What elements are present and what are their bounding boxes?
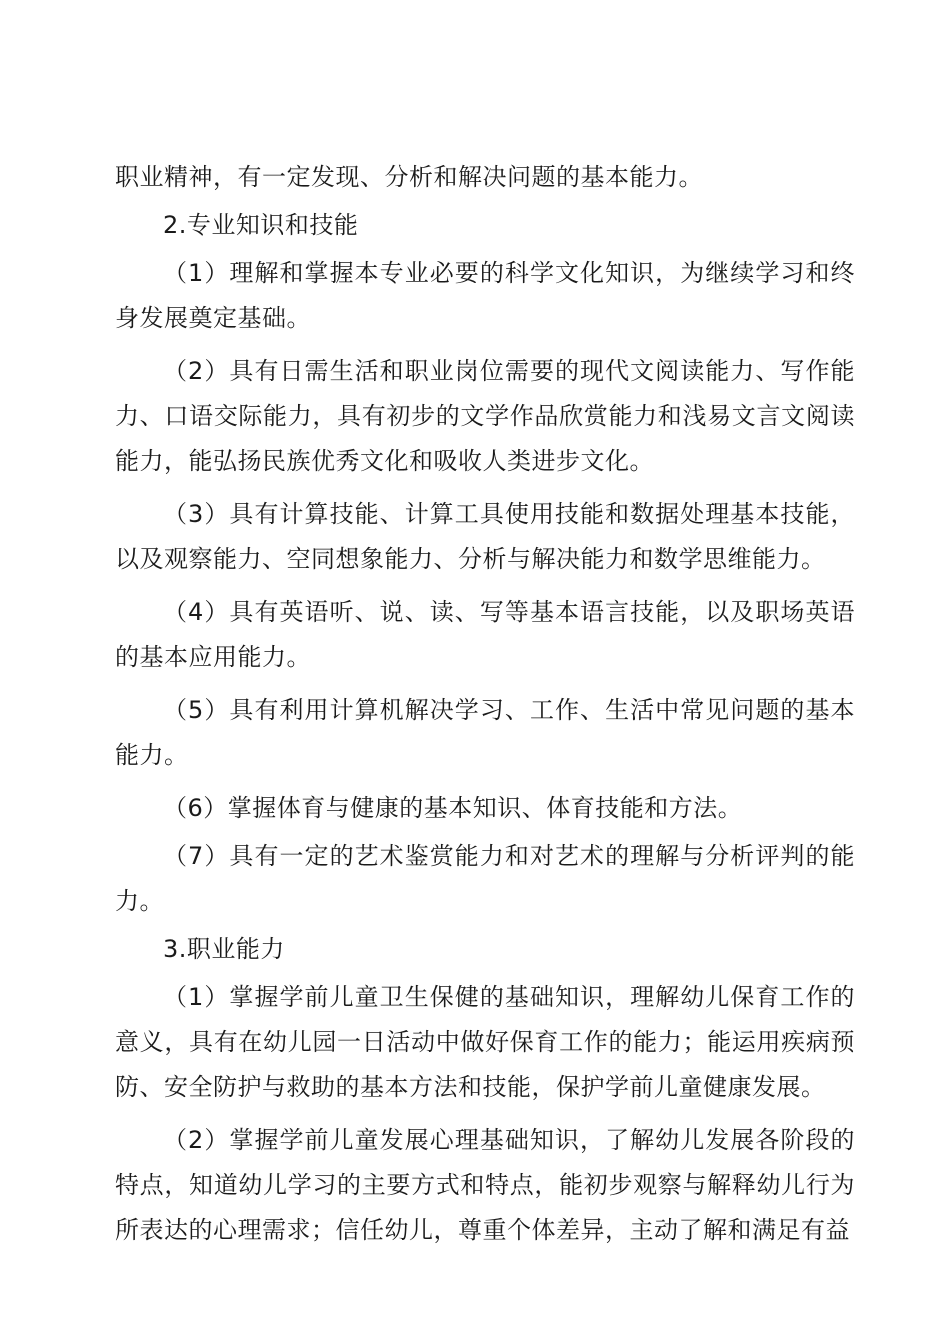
document-body — [115, 155, 855, 1253]
item-text: 具有一定的艺术鉴赏能力和对艺术的理解与分析评判的能力。 — [115, 842, 855, 915]
list-item-knowledge-6 — [115, 786, 855, 831]
item-number: （1） — [163, 259, 230, 287]
section-title: 专业知识和技能 — [186, 211, 359, 239]
item-text: 具有英语听、说、读、写等基本语言技能，以及职场英语的基本应用能力。 — [115, 598, 855, 671]
item-text: 具有日需生活和职业岗位需要的现代文阅读能力、写作能力、口语交际能力，具有初步的文学作品欣赏能力和浅易文言文阅读能力，能弘扬民族优秀文化和吸收人类进步文化。 — [115, 357, 855, 475]
item-text: 具有计算技能、计算工具使用技能和数据处理基本技能，以及观察能力、空同想象能力、分析与解决能力和数学思维能力。 — [115, 500, 855, 573]
list-item-knowledge-7 — [115, 834, 855, 924]
item-text: 掌握学前儿童发展心理基础知识，了解幼儿发展各阶段的特点，知道幼儿学习的主要方式和特点，能初步观察与解释幼儿行为所表达的心理需求；信任幼儿，尊重个体差异，主动了解和满足有益 — [115, 1126, 855, 1244]
list-item-ability-2 — [115, 1118, 855, 1253]
paragraph-continuation — [115, 155, 855, 200]
item-number: （2） — [163, 1126, 230, 1154]
item-text: 掌握学前儿童卫生保健的基础知识，理解幼儿保育工作的意义，具有在幼儿园一日活动中做好保育工作的能力；能运用疾病预防、安全防护与救助的基本方法和技能，保护学前儿童健康发展。 — [115, 983, 855, 1101]
section-number: 2. — [163, 211, 187, 239]
list-item-knowledge-1 — [115, 251, 855, 341]
item-text: 具有利用计算机解决学习、工作、生活中常见问题的基本能力。 — [115, 696, 855, 769]
section-title: 职业能力 — [186, 935, 285, 963]
list-item-knowledge-5 — [115, 688, 855, 778]
list-item-knowledge-2 — [115, 349, 855, 484]
paragraph-text: 职业精神，有一定发现、分析和解决问题的基本能力。 — [115, 163, 703, 191]
item-number: （5） — [163, 696, 230, 724]
item-number: （4） — [163, 598, 230, 626]
item-number: （7） — [163, 842, 230, 870]
item-number: （6） — [163, 794, 228, 822]
item-text: 掌握体育与健康的基本知识、体育技能和方法。 — [227, 794, 743, 822]
section-heading-2 — [115, 203, 855, 248]
item-number: （2） — [163, 357, 230, 385]
item-number: （1） — [163, 983, 230, 1011]
item-text: 理解和掌握本专业必要的科学文化知识，为继续学习和终身发展奠定基础。 — [115, 259, 855, 332]
list-item-ability-1 — [115, 975, 855, 1110]
list-item-knowledge-4 — [115, 590, 855, 680]
list-item-knowledge-3 — [115, 492, 855, 582]
section-heading-3 — [115, 927, 855, 972]
section-number: 3. — [163, 935, 187, 963]
item-number: （3） — [163, 500, 230, 528]
